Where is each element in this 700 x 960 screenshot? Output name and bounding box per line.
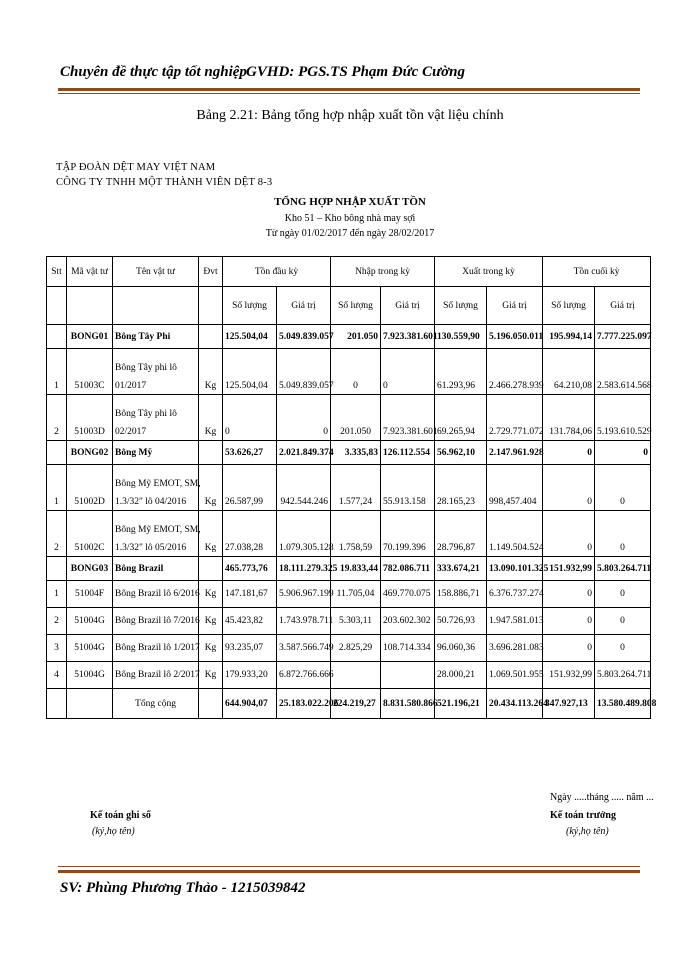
opening-val: 1.079.305.128 xyxy=(277,511,331,557)
org-group: TẬP ĐOÀN DỆT MAY VIỆT NAM xyxy=(56,162,216,173)
row-unit: Kg xyxy=(199,349,223,395)
sign-right-title: Kế toán trưởng xyxy=(550,810,616,821)
export-qty: 28.796,87 xyxy=(435,511,487,557)
closing-qty: 0 xyxy=(543,608,595,635)
export-val: 1.947.581.013 xyxy=(487,608,543,635)
opening-qty: 125.504,04 xyxy=(223,349,277,395)
closing-qty: 131.784,06 xyxy=(543,395,595,441)
sub-qty: Số lượng xyxy=(543,287,595,325)
sub-val: Giá trị xyxy=(381,287,435,325)
row-code: 51004G xyxy=(67,635,113,662)
row-name-line2: 01/2017 xyxy=(115,381,147,391)
row-code: BONG03 xyxy=(67,557,113,581)
sub-qty: Số lượng xyxy=(331,287,381,325)
export-val: 5.196.050.011 xyxy=(487,325,543,349)
row-unit: Kg xyxy=(199,635,223,662)
export-val: 2.466.278.939 xyxy=(487,349,543,395)
row-code: 51003C xyxy=(67,349,113,395)
sub-val: Giá trị xyxy=(487,287,543,325)
report-period: Từ ngày 01/02/2017 đến ngày 28/02/2017 xyxy=(265,228,435,239)
closing-val: 5.193.610.529 xyxy=(595,395,651,441)
sub-val: Giá trị xyxy=(277,287,331,325)
report-title: TỔNG HỢP NHẬP XUẤT TỒN xyxy=(274,196,426,208)
export-qty: 28.000,21 xyxy=(435,662,487,689)
row-name-line1: Bông Brazil lô 1/2017 xyxy=(115,643,200,653)
row-code: 51003D xyxy=(67,395,113,441)
opening-qty: 26.587,99 xyxy=(223,465,277,511)
opening-val: 18.111.279.325 xyxy=(277,557,331,581)
header-topic: Chuyên đề thực tập tốt nghiệp xyxy=(60,64,247,80)
closing-qty: 0 xyxy=(543,465,595,511)
import-qty: 5.303,11 xyxy=(331,608,381,635)
row-unit: Kg xyxy=(199,465,223,511)
table-row xyxy=(47,349,651,395)
table-row xyxy=(47,395,651,441)
row-name xyxy=(113,662,199,689)
export-qty: 333.674,21 xyxy=(435,557,487,581)
row-name xyxy=(113,581,199,608)
table-row xyxy=(47,511,651,557)
import-val: 782.086.711 xyxy=(381,557,435,581)
row-unit xyxy=(199,325,223,349)
total-export-qty: 521.196,21 xyxy=(435,689,487,719)
opening-val: 2.021.849.374 xyxy=(277,441,331,465)
import-val: 70.199.396 xyxy=(381,511,435,557)
row-name-line1: Bông Mỹ EMOT, SM, xyxy=(115,525,201,535)
row-name-line1: Bông Tây Phi xyxy=(115,331,171,342)
total-import-qty: 224.219,27 xyxy=(331,689,381,719)
closing-qty: 195.994,14 xyxy=(543,325,595,349)
import-val xyxy=(381,662,435,689)
import-qty: 1.758,59 xyxy=(331,511,381,557)
row-name xyxy=(113,608,199,635)
sign-right-note: (ký,họ tên) xyxy=(566,826,609,837)
header-import: Nhập trong kỳ xyxy=(331,257,435,287)
row-stt: 3 xyxy=(47,635,67,662)
closing-val: 5.803.264.711 xyxy=(595,557,651,581)
opening-qty: 179.933,20 xyxy=(223,662,277,689)
opening-val: 6.872.766.666 xyxy=(277,662,331,689)
table-row xyxy=(47,581,651,608)
import-qty: 2.825,29 xyxy=(331,635,381,662)
row-name xyxy=(113,511,199,557)
page-header xyxy=(60,64,465,81)
total-opening-qty: 644.904,07 xyxy=(223,689,277,719)
import-qty: 0 xyxy=(331,349,381,395)
header-supervisor: GVHD: PGS.TS Phạm Đức Cường xyxy=(246,64,465,80)
row-stt: 1 xyxy=(47,349,67,395)
opening-qty: 45.423,82 xyxy=(223,608,277,635)
closing-val: 0 xyxy=(595,635,651,662)
row-name-line1: Bông Brazil lô 6/2016 xyxy=(115,589,200,599)
export-val: 2.729.771.072 xyxy=(487,395,543,441)
opening-val: 0 xyxy=(277,395,331,441)
closing-qty: 151.932,99 xyxy=(543,557,595,581)
row-name-line1: Bông Tây phi lô xyxy=(115,409,177,419)
footer-rule xyxy=(58,870,640,873)
opening-val: 1.743.978.711 xyxy=(277,608,331,635)
import-val: 7.923.381.601 xyxy=(381,325,435,349)
footer-rule-thin xyxy=(58,866,640,867)
header-name: Tên vật tư xyxy=(113,257,199,287)
closing-qty: 0 xyxy=(543,635,595,662)
sign-left-title: Kế toán ghi sổ xyxy=(90,810,151,821)
closing-qty: 0 xyxy=(543,581,595,608)
row-stt xyxy=(47,325,67,349)
export-val: 1.149.504.524 xyxy=(487,511,543,557)
row-name-line2: 1.3/32" lô 05/2016 xyxy=(115,543,187,553)
table-row xyxy=(47,662,651,689)
closing-val: 0 xyxy=(595,581,651,608)
opening-qty: 93.235,07 xyxy=(223,635,277,662)
report-warehouse: Kho 51 – Kho bông nhà may sợi xyxy=(284,213,416,224)
row-unit: Kg xyxy=(199,662,223,689)
export-qty: 130.559,90 xyxy=(435,325,487,349)
row-unit xyxy=(199,557,223,581)
row-stt: 2 xyxy=(47,395,67,441)
table-row xyxy=(47,608,651,635)
row-stt: 1 xyxy=(47,465,67,511)
opening-qty: 125.504,04 xyxy=(223,325,277,349)
export-qty: 96.060,36 xyxy=(435,635,487,662)
closing-qty: 0 xyxy=(543,511,595,557)
row-unit: Kg xyxy=(199,511,223,557)
row-stt: 4 xyxy=(47,662,67,689)
opening-qty: 53.626,27 xyxy=(223,441,277,465)
closing-qty: 151.932,99 xyxy=(543,662,595,689)
row-name xyxy=(113,635,199,662)
opening-val: 5.049.839.057 xyxy=(277,325,331,349)
header-code: Mã vật tư xyxy=(67,257,113,287)
total-closing-val: 13.580.489.808 xyxy=(595,689,651,719)
opening-val: 5.049.839.057 xyxy=(277,349,331,395)
closing-val: 0 xyxy=(595,608,651,635)
import-qty: 201.050 xyxy=(331,325,381,349)
row-name xyxy=(113,395,199,441)
total-row xyxy=(47,689,651,719)
row-unit: Kg xyxy=(199,581,223,608)
export-qty: 56.962,10 xyxy=(435,441,487,465)
total-closing-qty: 347.927,13 xyxy=(543,689,595,719)
sub-val: Giá trị xyxy=(595,287,651,325)
import-val: 469.770.075 xyxy=(381,581,435,608)
table-row xyxy=(47,465,651,511)
export-qty: 50.726,93 xyxy=(435,608,487,635)
opening-val: 5.906.967.199 xyxy=(277,581,331,608)
closing-val: 0 xyxy=(595,441,651,465)
group-row xyxy=(47,441,651,465)
row-code: 51002C xyxy=(67,511,113,557)
row-code: BONG02 xyxy=(67,441,113,465)
closing-val: 2.583.614.568 xyxy=(595,349,651,395)
row-name-line1: Bông Brazil lô 2/2017 xyxy=(115,670,200,680)
export-val: 1.069.501.955 xyxy=(487,662,543,689)
row-unit: Kg xyxy=(199,395,223,441)
import-val: 108.714.334 xyxy=(381,635,435,662)
row-unit: Kg xyxy=(199,608,223,635)
export-val: 998,457.404 xyxy=(487,465,543,511)
import-val: 126.112.554 xyxy=(381,441,435,465)
header-opening: Tồn đầu kỳ xyxy=(223,257,331,287)
header-rule-thin xyxy=(58,93,640,94)
header-closing: Tồn cuối kỳ xyxy=(543,257,651,287)
page-footer: SV: Phùng Phương Thảo - 1215039842 xyxy=(60,880,306,896)
row-name-line1: Bông Tây phi lô xyxy=(115,363,177,373)
export-val: 2.147.961.928 xyxy=(487,441,543,465)
import-qty: 19.833,44 xyxy=(331,557,381,581)
export-qty: 61.293,96 xyxy=(435,349,487,395)
header-unit: Đvt xyxy=(199,257,223,287)
closing-val: 5.803.264.711 xyxy=(595,662,651,689)
inventory-table xyxy=(46,256,657,719)
closing-val: 0 xyxy=(595,511,651,557)
import-val: 0 xyxy=(381,349,435,395)
export-val: 13.090.101.325 xyxy=(487,557,543,581)
row-name-line2: 02/2017 xyxy=(115,427,147,437)
import-qty: 11.705,04 xyxy=(331,581,381,608)
import-qty: 1.577,24 xyxy=(331,465,381,511)
header-stt: Stt xyxy=(47,257,67,287)
import-val: 55.913.158 xyxy=(381,465,435,511)
total-import-val: 8.831.580.866 xyxy=(381,689,435,719)
export-qty: 69.265,94 xyxy=(435,395,487,441)
opening-qty: 147.181,67 xyxy=(223,581,277,608)
export-qty: 28.165,23 xyxy=(435,465,487,511)
opening-val: 942.544.246 xyxy=(277,465,331,511)
sub-qty: Số lượng xyxy=(435,287,487,325)
closing-val: 0 xyxy=(595,465,651,511)
opening-qty: 27.038,28 xyxy=(223,511,277,557)
sign-left-note: (ký,họ tên) xyxy=(92,826,135,837)
row-name xyxy=(113,441,199,465)
import-qty: 201.050 xyxy=(331,395,381,441)
row-code: 51002D xyxy=(67,465,113,511)
org-company: CÔNG TY TNHH MỘT THÀNH VIÊN DỆT 8-3 xyxy=(56,177,273,188)
row-name-line1: Bông Brazil xyxy=(115,563,164,574)
row-stt xyxy=(47,441,67,465)
import-val: 203.602.302 xyxy=(381,608,435,635)
sub-qty: Số lượng xyxy=(223,287,277,325)
row-code: 51004G xyxy=(67,608,113,635)
row-name-line2: 1.3/32" lô 04/2016 xyxy=(115,497,187,507)
closing-qty: 0 xyxy=(543,441,595,465)
row-stt xyxy=(47,557,67,581)
opening-qty: 0 xyxy=(223,395,277,441)
import-qty: 3.335,83 xyxy=(331,441,381,465)
row-name xyxy=(113,465,199,511)
total-label: Tổng cộng xyxy=(113,689,199,719)
sign-date: Ngày .....tháng ..... năm ... xyxy=(550,792,654,803)
closing-val: 7.777.225.097 xyxy=(595,325,651,349)
row-name-line1: Bông Mỹ EMOT, SM, xyxy=(115,479,201,489)
total-export-val: 20.434.113.264 xyxy=(487,689,543,719)
export-val: 3.696.281.083 xyxy=(487,635,543,662)
group-row xyxy=(47,557,651,581)
total-opening-val: 25.183.022.206 xyxy=(277,689,331,719)
import-qty xyxy=(331,662,381,689)
opening-qty: 465.773,76 xyxy=(223,557,277,581)
header-export: Xuất trong kỳ xyxy=(435,257,543,287)
row-name xyxy=(113,557,199,581)
header-rule xyxy=(58,88,640,91)
group-row xyxy=(47,325,651,349)
closing-qty: 64.210,08 xyxy=(543,349,595,395)
row-stt: 1 xyxy=(47,581,67,608)
row-stt: 2 xyxy=(47,608,67,635)
export-qty: 158.886,71 xyxy=(435,581,487,608)
row-code: BONG01 xyxy=(67,325,113,349)
row-name-line1: Bông Mỹ xyxy=(115,447,153,458)
row-name-line1: Bông Brazil lô 7/2016 xyxy=(115,616,200,626)
table-caption: Bảng 2.21: Bảng tổng hợp nhập xuất tồn vật liệu chính xyxy=(196,108,504,123)
export-val: 6.376.737.274 xyxy=(487,581,543,608)
row-stt: 2 xyxy=(47,511,67,557)
row-unit xyxy=(199,441,223,465)
import-val: 7.923.381.601 xyxy=(381,395,435,441)
row-code: 51004F xyxy=(67,581,113,608)
row-name xyxy=(113,349,199,395)
row-code: 51004G xyxy=(67,662,113,689)
table-row xyxy=(47,635,651,662)
row-name xyxy=(113,325,199,349)
opening-val: 3.587.566.749 xyxy=(277,635,331,662)
